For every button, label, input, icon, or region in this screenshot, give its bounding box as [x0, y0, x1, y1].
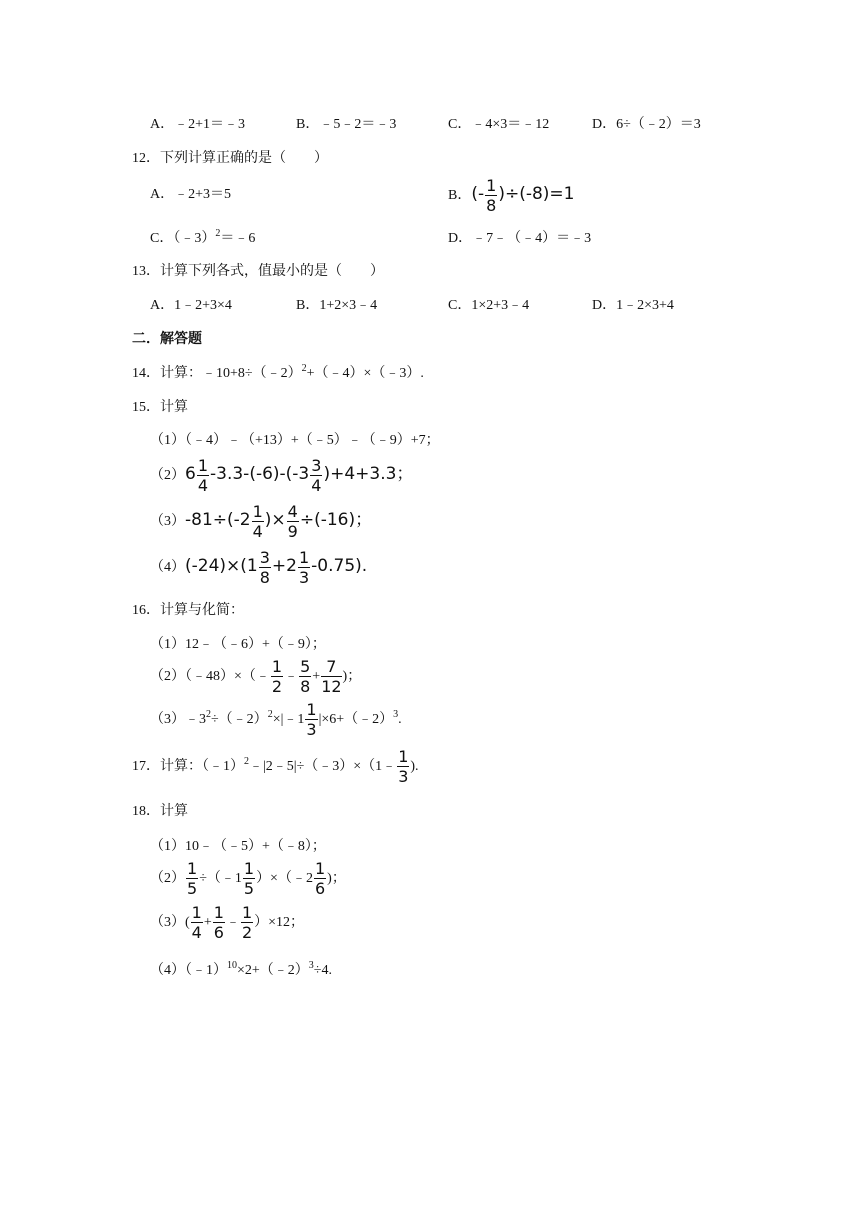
q18-p3-label: （3）(: [150, 915, 190, 931]
fraction-numerator: 3: [259, 548, 270, 567]
q16-p2-minus: ﹣: [284, 669, 299, 685]
q16-stem: 16．计算与化简：: [132, 603, 244, 618]
q18-p2-mid2: ）×（﹣2: [256, 871, 313, 887]
fraction-numerator: 1: [314, 859, 326, 878]
fraction-numerator: 1: [197, 456, 209, 475]
q15-p2-whole: 6: [185, 464, 196, 485]
fraction-numerator: 1: [241, 903, 253, 922]
q15-p2-mid: -3.3-(-6)-(-3: [210, 464, 310, 485]
q12-option-c: [150, 227, 255, 247]
q18-p3-minus: ﹣: [225, 915, 240, 931]
q18-part4: [150, 959, 332, 979]
q16-p3-abs: ×|﹣1: [272, 712, 305, 728]
q11-option-b: B．﹣5﹣2＝﹣3: [296, 117, 397, 132]
q18-stem: 18．计算: [132, 804, 188, 819]
q14-exponent: 2: [301, 363, 307, 374]
q16-p3-pre: （3）﹣3: [150, 712, 206, 728]
q15-part4: [150, 550, 367, 586]
q16-p2-fraction-1: [271, 659, 283, 695]
fraction-denominator: 8: [300, 677, 311, 696]
fraction-numerator: 1: [187, 859, 198, 878]
q12-c-rest: ＝﹣6: [220, 231, 256, 246]
q18-p4-mid: ×2+（﹣2）: [237, 963, 309, 978]
q18-p2-fraction-2: [243, 861, 255, 897]
fraction-numerator: 7: [321, 659, 341, 677]
q18-p4-pre: （4）（﹣1）: [150, 963, 227, 978]
q15-p3-label: （3）: [150, 514, 185, 530]
q12-c-base: C．（﹣3）: [150, 231, 216, 246]
q15-p3-pre: -81÷(-2: [185, 510, 251, 531]
q15-p4-mid: +2: [271, 556, 297, 577]
fraction-denominator: 5: [187, 879, 198, 898]
q11-option-c: C．﹣4×3＝﹣12: [448, 117, 550, 132]
fraction-denominator: 2: [241, 923, 253, 942]
fraction-numerator: 1: [243, 859, 255, 878]
fraction-denominator: 4: [252, 522, 263, 541]
q12-stem: 12．下列计算正确的是（ ）: [132, 151, 328, 166]
q13-option-a: A．1﹣2+3×4: [150, 298, 232, 313]
q12-option-d: D．﹣7﹣（﹣4）＝﹣3: [448, 231, 592, 246]
fraction-denominator: 2: [271, 677, 283, 696]
q16-p2-fraction-2: [299, 659, 311, 695]
fraction-numerator: 5: [300, 657, 311, 676]
q17-exponent: 2: [244, 756, 249, 768]
q18-p3-fraction-3: [241, 905, 253, 941]
q16-part2: [150, 659, 361, 695]
fraction-denominator: 6: [314, 879, 326, 898]
q18-p2-fraction-3: [314, 861, 326, 897]
q13-stem: 13．计算下列各式，值最小的是（ ）: [132, 264, 384, 279]
q16-part3: [150, 702, 402, 738]
q15-p2-fraction-a: [197, 458, 209, 494]
q18-p3-plus: +: [203, 915, 212, 931]
q15-p3-fraction-a: [252, 504, 264, 540]
q18-p3-fraction-2: [213, 905, 225, 941]
q15-p4-pre: (-24)×(1: [185, 556, 258, 577]
q18-p3-fraction-1: [191, 905, 203, 941]
q16-p3-post: |×6+（﹣2）: [318, 712, 394, 728]
q15-p3-mid: )×: [264, 510, 286, 531]
q18-p2-fraction-1: [186, 861, 198, 897]
q16-p2-plus: +: [312, 669, 321, 685]
q15-part1: （1）（﹣4）﹣（+13）+（﹣5）﹣（﹣9）+7；: [150, 433, 440, 448]
q18-part3: [150, 905, 304, 941]
fraction-numerator: 1: [398, 747, 409, 766]
q16-p3-fraction: [305, 702, 317, 738]
fraction-denominator: 6: [213, 923, 224, 942]
fraction-denominator: 3: [306, 720, 317, 739]
fraction-numerator: 1: [306, 700, 317, 719]
fraction-denominator: 4: [311, 476, 322, 495]
q16-p3-mid: ÷（﹣2）: [211, 712, 268, 728]
q15-stem: 15．计算: [132, 400, 188, 415]
q11-option-d: D．6÷（﹣2）＝3: [592, 117, 701, 132]
q14: [132, 362, 424, 382]
q15-p4-fraction-b: [298, 550, 310, 586]
fraction-numerator: 1: [271, 657, 283, 676]
q18-p2-label: （2）: [150, 871, 185, 887]
section-heading: 二．解答题: [132, 332, 202, 347]
q12-option-a: A．﹣2+3＝5: [150, 187, 232, 202]
q14-post: +（﹣4）×（﹣3）.: [306, 366, 424, 381]
q15-p3-fraction-b: [287, 504, 299, 540]
q12-c-exponent: 2: [215, 228, 221, 239]
fraction-numerator: 1: [213, 903, 224, 922]
q13-option-c: C．1×2+3﹣4: [448, 298, 530, 313]
q18-p3-end: ）×12；: [254, 915, 305, 931]
fraction-numerator: 1: [298, 548, 310, 567]
q15-p4-end: -0.75).: [311, 556, 368, 577]
q16-p3-exponent-3: 3: [393, 709, 399, 721]
q16-p3-exponent-2: 2: [267, 709, 273, 721]
fraction-numerator: 1: [191, 903, 202, 922]
q15-p2-label: （2）: [150, 468, 185, 484]
q18-part1: （1）10﹣（﹣5）+（﹣8）；: [150, 839, 326, 854]
q16-p2-pre: （2）（﹣48）×（﹣: [150, 669, 270, 685]
q17-pre: 17．计算：（﹣1）: [132, 759, 244, 775]
q15-p2-fraction-b: [310, 458, 322, 494]
q18-p2-end: )；: [327, 871, 346, 887]
q16-p2-fraction-3: [321, 659, 341, 695]
q18-p4-end: ÷4.: [313, 963, 332, 978]
q12-b-open: (-: [471, 184, 485, 205]
fraction-numerator: 3: [311, 456, 322, 475]
q16-p3-end: .: [398, 712, 402, 728]
q16-p3-exponent-1: 2: [206, 709, 211, 721]
q11-option-a: A．﹣2+1＝﹣3: [150, 117, 246, 132]
fraction-denominator: 3: [298, 568, 310, 587]
q14-pre: 14．计算：﹣10+8÷（﹣2）: [132, 366, 302, 381]
q12-option-b: [448, 178, 574, 214]
q17-mid: ﹣|2﹣5|÷（﹣3）×（1﹣: [249, 759, 397, 775]
q15-p2-end: )+4+3.3；: [323, 464, 414, 485]
q13-option-b: B．1+2×3﹣4: [296, 298, 378, 313]
fraction-numerator: 4: [287, 502, 298, 521]
q18-p4-exponent-2: 3: [308, 960, 314, 971]
fraction-numerator: 1: [252, 502, 263, 521]
q15-p3-end: ÷(-16)；: [299, 510, 373, 531]
q18-p2-mid1: ÷（﹣1: [199, 871, 242, 887]
fraction-numerator: 1: [486, 176, 497, 195]
q13-option-d: D．1﹣2×3+4: [592, 298, 674, 313]
q12-b-fraction: [485, 178, 497, 214]
q17-end: ).: [410, 759, 419, 775]
q18-part2: [150, 861, 346, 897]
q15-part2: [150, 458, 413, 494]
fraction-denominator: 12: [321, 677, 342, 696]
q12-b-label: B．: [448, 188, 472, 204]
q15-p4-label: （4）: [150, 560, 185, 576]
fraction-denominator: 9: [287, 522, 298, 541]
fraction-denominator: 3: [398, 767, 409, 786]
q17: [132, 749, 419, 785]
q16-part1: （1）12﹣（﹣6）+（﹣9）；: [150, 637, 326, 652]
fraction-denominator: 8: [486, 196, 497, 215]
q17-fraction: [397, 749, 409, 785]
fraction-denominator: 4: [197, 476, 209, 495]
fraction-denominator: 5: [243, 879, 255, 898]
q15-p4-fraction-a: [259, 550, 271, 586]
fraction-denominator: 8: [259, 568, 270, 587]
q12-b-rest: )÷(-8)=1: [498, 184, 575, 205]
q18-p4-exponent-1: 10: [227, 960, 237, 971]
q16-p2-end: )；: [342, 669, 362, 685]
q15-part3: [150, 504, 372, 540]
fraction-denominator: 4: [191, 923, 202, 942]
